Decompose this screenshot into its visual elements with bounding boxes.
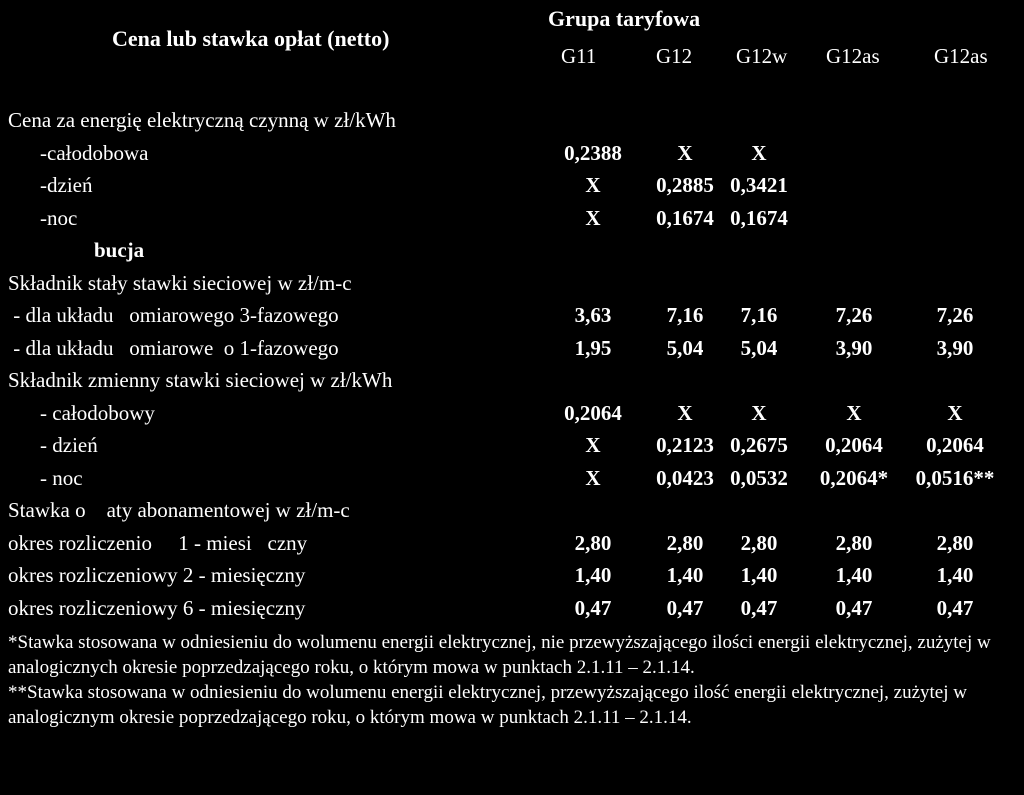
rate-cell: 7,16 <box>740 303 778 327</box>
row-label: -całodobowa <box>40 140 149 165</box>
table-row <box>0 173 1024 206</box>
row-label: -dzień <box>40 173 93 197</box>
footnote-2: **Stawka stosowana w odniesieniu do wolumenu energii elektrycznej, przewyższającego ilość energii elektrycznej, zużytej w analogicznym okresie poprzedzającego roku, o którym mowa w punktach 2.1.11 – 2.1.14. <box>8 682 967 728</box>
rate-cell: 2,80 <box>574 530 612 555</box>
rate-cell: 3,90 <box>835 335 873 360</box>
rate-cell: 1,40 <box>740 563 778 587</box>
table-body <box>0 108 1024 628</box>
rate-cell: 3,63 <box>574 303 612 327</box>
rate-cell: 1,40 <box>666 563 704 587</box>
table-row <box>0 401 1024 434</box>
row-label: - dla układu omiarowego 3-fazowego <box>8 303 339 327</box>
row-label: okres rozliczenio 1 - miesi czny <box>8 530 308 555</box>
rate-cell: 0,0532 <box>730 465 788 490</box>
rate-cell: X <box>751 400 767 425</box>
rate-cell: X <box>751 140 767 165</box>
rate-cell: 0,47 <box>835 595 873 620</box>
rate-cell: 0,2064 <box>825 433 883 457</box>
row-label: - noc <box>40 465 83 490</box>
rate-cell: 0,0423 <box>656 465 714 490</box>
tariff-group-label: Grupa taryfowa <box>548 6 701 31</box>
table-row <box>0 238 1024 271</box>
rate-cell: 0,1674 <box>656 205 714 230</box>
table-row <box>0 498 1024 531</box>
row-label: Składnik zmienny stawki sieciowej w zł/kWh <box>8 368 393 392</box>
row-label: - dzień <box>40 433 98 457</box>
rate-cell: 0,2064 <box>926 433 984 457</box>
rate-cell: 5,04 <box>740 335 778 360</box>
row-label: Stawka o aty abonamentowej w zł/m-c <box>8 498 350 522</box>
row-label: -noc <box>40 205 78 230</box>
rate-cell: 0,47 <box>936 595 974 620</box>
rate-cell: X <box>677 400 693 425</box>
table-row <box>0 206 1024 239</box>
table-row <box>0 596 1024 629</box>
table-header-title: Cena lub stawka opłat (netto) <box>112 26 390 51</box>
rate-cell: 1,40 <box>936 563 974 587</box>
row-label: okres rozliczeniowy 6 - miesięczny <box>8 595 306 620</box>
rate-cell: 1,40 <box>574 563 612 587</box>
footnote-1: *Stawka stosowana w odniesieniu do wolumenu energii elektrycznej, nie przewyższającego ilości energii elektrycznej, zużytej w analogicznych okresie poprzedzającego roku, o którym mowa w punktach 2.1.11 – 2.1.14. <box>8 632 991 678</box>
rate-cell: 2,80 <box>936 530 974 555</box>
row-label: bucja <box>94 238 145 262</box>
rate-cell: X <box>585 433 601 457</box>
table-row <box>0 336 1024 369</box>
row-label: - dla układu omiarowe o 1-fazowego <box>8 335 339 360</box>
rate-cell: 0,47 <box>574 595 612 620</box>
row-label: okres rozliczeniowy 2 - miesięczny <box>8 563 306 587</box>
rate-cell: 0,2064* <box>819 465 889 490</box>
rate-cell: X <box>677 140 693 165</box>
rate-cell: 0,2388 <box>564 140 622 165</box>
table-row <box>0 368 1024 401</box>
rate-cell: X <box>585 205 601 230</box>
row-label: Cena za energię elektryczną czynną w zł/kWh <box>8 108 396 132</box>
rate-cell: X <box>846 400 862 425</box>
rate-cell: 2,80 <box>835 530 873 555</box>
rate-cell: 0,0516** <box>915 465 995 490</box>
rate-cell: 0,1674 <box>730 205 788 230</box>
rate-cell: 2,80 <box>666 530 704 555</box>
rate-cell: X <box>585 173 601 197</box>
table-row <box>0 141 1024 174</box>
column-header-g11: G11 <box>561 44 597 68</box>
row-label: - całodobowy <box>40 400 155 425</box>
rate-cell: 5,04 <box>666 335 704 360</box>
rate-cell: 7,16 <box>666 303 704 327</box>
rate-cell: 3,90 <box>936 335 974 360</box>
rate-cell: 0,2675 <box>730 433 788 457</box>
column-header-g12as-1: G12as <box>826 44 880 68</box>
column-header-g12: G12 <box>656 44 693 68</box>
rate-cell: 0,2123 <box>656 433 714 457</box>
table-row <box>0 433 1024 466</box>
rate-cell: 7,26 <box>835 303 873 327</box>
row-label: Składnik stały stawki sieciowej w zł/m-c <box>8 270 352 295</box>
table-row <box>0 108 1024 141</box>
rate-cell: X <box>947 400 963 425</box>
column-header-g12as-2: G12as <box>934 44 988 68</box>
column-header-g12w: G12w <box>736 44 788 68</box>
rate-cell: X <box>585 465 601 490</box>
rate-cell: 2,80 <box>740 530 778 555</box>
rate-cell: 0,2885 <box>656 173 714 197</box>
footnotes <box>8 630 1018 730</box>
table-row <box>0 466 1024 499</box>
rate-cell: 0,47 <box>740 595 778 620</box>
table-row <box>0 303 1024 336</box>
rate-cell: 0,2064 <box>564 400 622 425</box>
table-row <box>0 271 1024 304</box>
rate-cell: 7,26 <box>936 303 974 327</box>
table-row <box>0 531 1024 564</box>
rate-cell: 1,95 <box>574 335 612 360</box>
rate-cell: 0,3421 <box>730 173 788 197</box>
rate-cell: 0,47 <box>666 595 704 620</box>
table-row <box>0 563 1024 596</box>
rate-cell: 1,40 <box>835 563 873 587</box>
